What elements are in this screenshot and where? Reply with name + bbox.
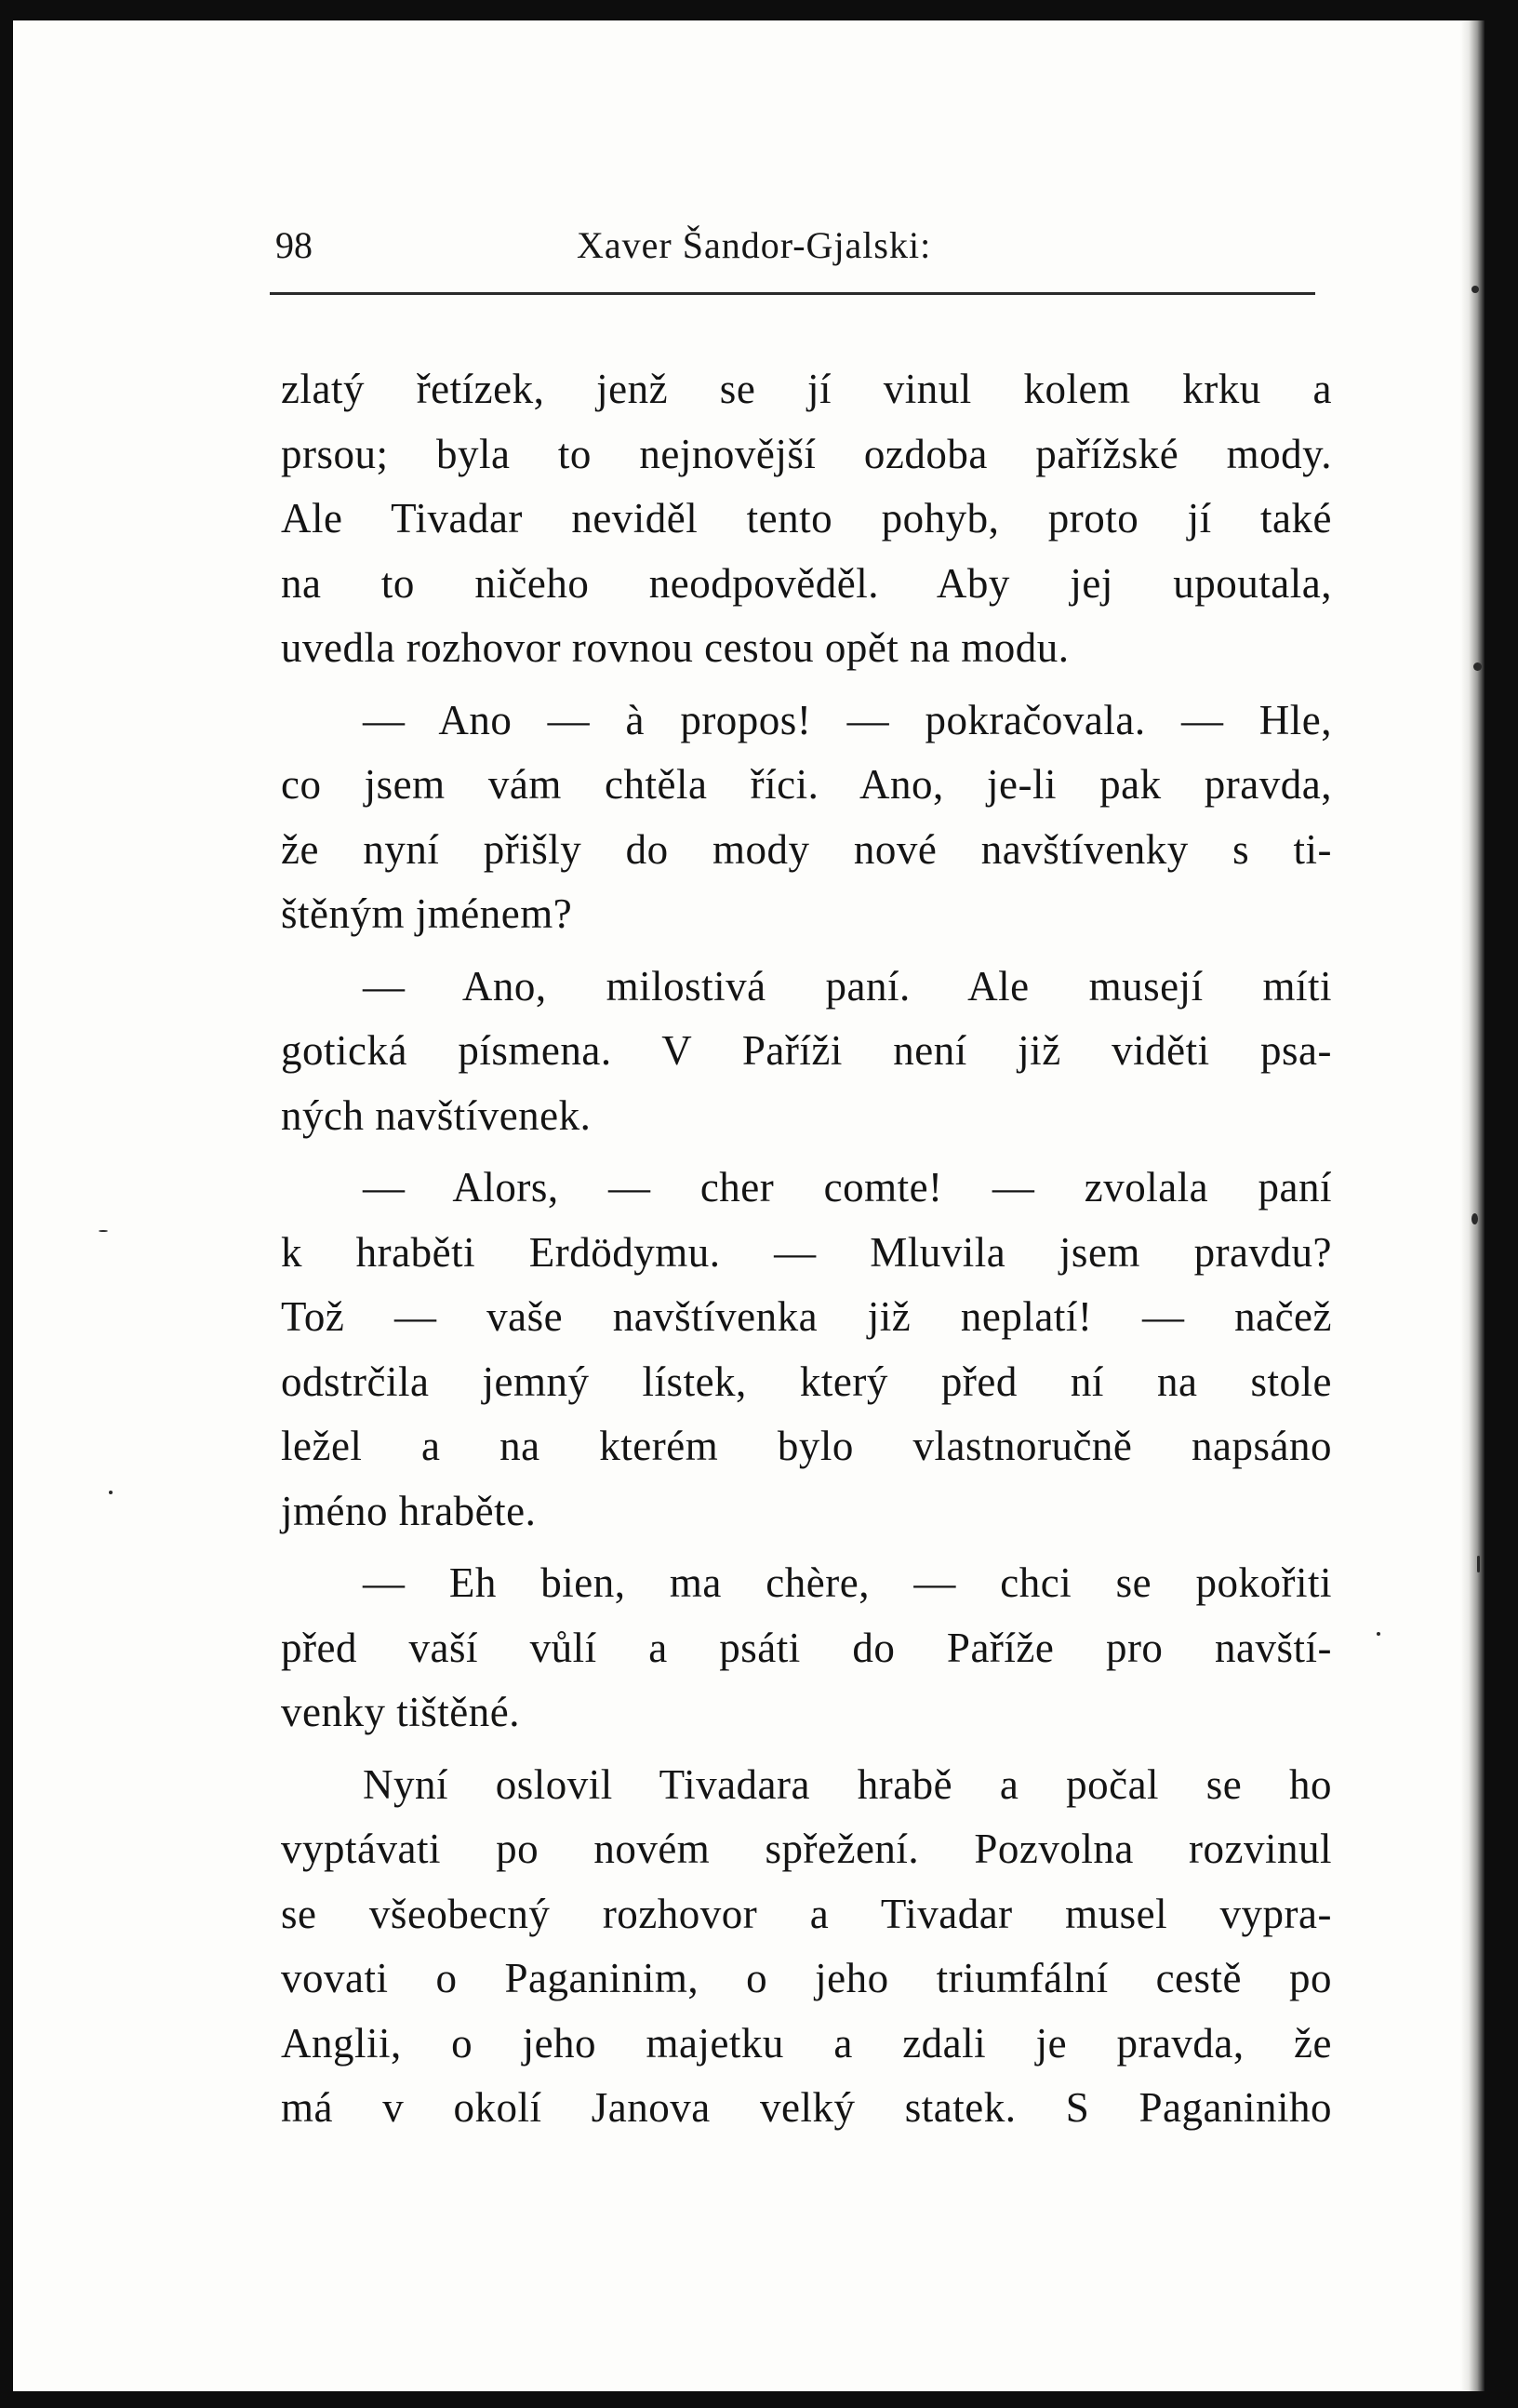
text-line: Anglii, o jeho majetku a zdali je pravda, že bbox=[281, 2019, 1332, 2067]
text-line: — Alors, — cher comte! — zvolala paní bbox=[363, 1164, 1332, 1211]
text-line: — Ano, milostivá paní. Ale musejí míti bbox=[363, 962, 1332, 1010]
text-line: co jsem vám chtěla říci. Ano, je-li pak pravda, bbox=[281, 761, 1332, 808]
text-line: uvedla rozhovor rovnou cestou opět na modu. bbox=[281, 624, 1070, 671]
scan-speck bbox=[1473, 662, 1482, 671]
text-line: před vaší vůlí a psáti do Paříže pro navští- bbox=[281, 1624, 1332, 1671]
scan-speck bbox=[1477, 1556, 1480, 1572]
text-line: jméno hraběte. bbox=[281, 1487, 537, 1534]
text-line: Ale Tivadar neviděl tento pohyb, proto jí také bbox=[281, 495, 1332, 542]
page-number: 98 bbox=[275, 224, 313, 266]
scan-speck bbox=[1377, 1632, 1380, 1636]
text-line: odstrčila jemný lístek, který před ní na stole bbox=[281, 1358, 1332, 1405]
text-line: k hraběti Erdödymu. — Mluvila jsem pravdu? bbox=[281, 1228, 1332, 1276]
body-text bbox=[281, 357, 1332, 2141]
running-head bbox=[270, 223, 1321, 270]
text-line: že nyní přišly do mody nové navštívenky s ti- bbox=[281, 825, 1332, 873]
text-line: na to ničeho neodpověděl. Aby jej upoutala, bbox=[281, 559, 1332, 607]
text-line: gotická písmena. V Paříži není již viděti psa- bbox=[281, 1027, 1332, 1074]
text-line: venky tištěné. bbox=[281, 1689, 520, 1735]
text-line: prsou; byla to nejnovější ozdoba pařížské mody. bbox=[281, 430, 1332, 477]
text-line: má v okolí Janova velký statek. S Paganiniho bbox=[281, 2084, 1332, 2131]
text-line: — Ano — à propos! — pokračovala. — Hle, bbox=[363, 696, 1332, 743]
text-line: ných navštívenek. bbox=[281, 1091, 592, 1139]
scan-speck bbox=[1471, 1213, 1478, 1224]
text-line: vyptávati po novém spřežení. Pozvolna rozvinul bbox=[281, 1826, 1332, 1872]
scan-speck bbox=[1471, 286, 1479, 293]
scan-speck bbox=[99, 1230, 108, 1232]
page-edge-shadow bbox=[1460, 20, 1485, 2391]
book-page bbox=[13, 20, 1485, 2391]
text-line: se všeobecný rozhovor a Tivadar musel vypra- bbox=[281, 1890, 1332, 1937]
header-rule bbox=[270, 292, 1315, 295]
text-line: vovati o Paganinim, o jeho triumfální cestě po bbox=[281, 1955, 1332, 2001]
running-title: Xaver Šandor-Gjalski: bbox=[577, 224, 932, 266]
text-line: — Eh bien, ma chère, — chci se pokořiti bbox=[363, 1559, 1332, 1606]
text-line: ležel a na kterém bylo vlastnoručně napsáno bbox=[281, 1423, 1332, 1469]
text-line: Tož — vaše navštívenka již neplatí! — načež bbox=[281, 1293, 1332, 1340]
text-line: štěným jménem? bbox=[281, 890, 573, 937]
scan-speck bbox=[109, 1491, 113, 1494]
text-line: zlatý řetízek, jenž se jí vinul kolem krku a bbox=[281, 366, 1332, 412]
text-line: Nyní oslovil Tivadara hrabě a počal se ho bbox=[363, 1760, 1332, 1808]
